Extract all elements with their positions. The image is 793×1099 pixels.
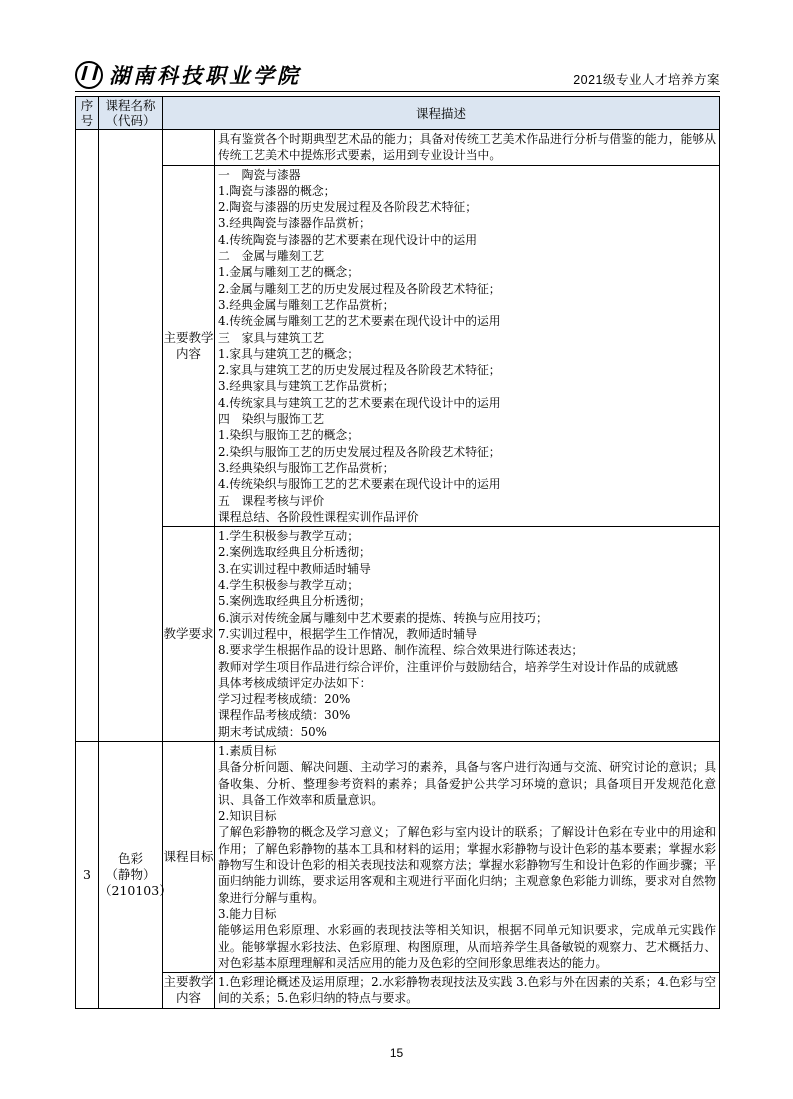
list-item: 课程作品考核成绩：30%	[218, 708, 351, 723]
school-name: 湖南科技职业学院	[109, 63, 301, 88]
list-item: 1.家具与建筑工艺的概念；	[218, 346, 360, 361]
list-item: 学习过程考核成绩：20%	[218, 692, 351, 707]
list-item: 四 染织与服饰工艺	[218, 412, 325, 427]
list-item: 5.案例选取经典且分析透彻；	[218, 594, 371, 609]
goal-heading-ability: 3.能力目标	[218, 906, 277, 921]
header-course-description: 课程描述	[163, 97, 720, 130]
list-item: 3.经典染织与服饰工艺作品赏析；	[218, 460, 395, 475]
cont-intro-cell	[215, 130, 720, 166]
table-row	[76, 973, 720, 1009]
page-number: 15	[389, 1046, 404, 1060]
list-item: 2.染织与服饰工艺的历史发展过程及各阶段艺术特征；	[218, 444, 501, 459]
list-item: 3.经典金属与雕刻工艺作品赏析；	[218, 297, 395, 312]
goal-text-ability: 能够运用色彩原理、水彩画的表现技法等相关知识，根据不同单元知识要求，完成单元实践作业。能够掌握水彩技法、色彩原理、构图原理，从而培养学生具备敏锐的观察力、艺术概括力、对色彩基本原理理解和灵活应用的能力及色彩的空间形象思维表达的能力。	[218, 923, 716, 970]
list-item: 一 陶瓷与漆器	[218, 167, 301, 182]
list-item: 4.学生积极参与教学互动；	[218, 578, 360, 593]
list-item: 2.案例选取经典且分析透彻；	[218, 545, 371, 560]
list-item: 课程总结、各阶段性课程实训作品评价	[218, 509, 419, 524]
course-content-text: 1.色彩理论概述及运用原理；2.水彩静物表现技法及实践 3.色彩与外在因素的关系；4.色彩与空间的关系；5.色彩归纳的特点与要求。	[218, 975, 716, 1006]
table-row	[76, 165, 720, 527]
course-name-cell	[99, 741, 172, 1008]
course-name-line2: （静物）	[105, 866, 156, 882]
cont-content-label-line2: 内容	[175, 345, 201, 361]
course-code: （210103）	[99, 882, 172, 898]
list-item: 1.染织与服饰工艺的概念；	[218, 428, 360, 443]
list-item: 3.经典陶瓷与漆器作品赏析；	[218, 216, 371, 231]
list-item: 3.在实训过程中教师适时辅导	[218, 561, 371, 576]
cont-req-cell	[215, 527, 720, 742]
course-content-label	[163, 973, 215, 1009]
table-row	[76, 741, 720, 972]
list-item: 教师对学生项目作品进行综合评价，注重评价与鼓励结合，培养学生对设计作品的成就感	[218, 659, 679, 674]
course-name-line1: 色彩	[117, 850, 143, 866]
list-item: 五 课程考核与评价	[218, 493, 325, 508]
list-item: 二 金属与雕刻工艺	[218, 249, 325, 264]
school-emblem-icon	[75, 61, 103, 89]
header-no-line1: 序	[80, 98, 94, 113]
list-item: 4.传统家具与建筑工艺的艺术要素在现代设计中的运用	[218, 395, 501, 410]
goal-text-knowledge: 了解色彩静物的概念及学习意义；了解色彩与室内设计的联系；了解设计色彩在专业中的用途和作用；了解色彩静物的基本工具和材料的运用；掌握水彩静物与设计色彩的基本要素；掌握水彩静物写生和设计色彩的相关表现技法和观察方法；掌握水彩静物写生和设计色彩的作画步骤；平面归纳能力训练，要求运用客观和主观进行平面化归纳；主观意象色彩能力训练，要求对自然物象进行分解与重构。	[218, 825, 716, 905]
list-item: 具体考核成绩评定办法如下：	[218, 675, 372, 690]
goal-heading-knowledge: 2.知识目标	[218, 809, 277, 824]
cont-intro-text: 具有鉴赏各个时期典型艺术品的能力；具备对传统工艺美术作品进行分析与借鉴的能力，能够从传统工艺美术中提炼形式要素，运用到专业设计当中。	[218, 132, 716, 163]
table-header-row	[76, 97, 720, 130]
page-header	[75, 60, 720, 90]
course-content-cell	[215, 973, 720, 1009]
list-item: 1.学生积极参与教学互动；	[218, 529, 360, 544]
header-name-line1: 课程名称	[105, 98, 156, 113]
list-item: 2.家具与建筑工艺的历史发展过程及各阶段艺术特征；	[218, 363, 501, 378]
list-item: 期末考试成绩：50%	[218, 724, 327, 739]
table-row	[76, 527, 720, 742]
list-item: 7.实训过程中，根据学生工作情况，教师适时辅导	[218, 626, 477, 641]
cont-empty-label	[163, 130, 215, 166]
school-logo	[75, 60, 301, 90]
course-table	[75, 96, 720, 1009]
table-row	[76, 130, 720, 166]
list-item: 4.传统陶瓷与漆器的艺术要素在现代设计中的运用	[218, 232, 477, 247]
list-item: 6.演示对传统金属与雕刻中艺术要素的提炼、转换与应用技巧；	[218, 610, 548, 625]
list-item: 8.要求学生根据作品的设计思路、制作流程、综合效果进行陈述表达；	[218, 643, 584, 658]
list-item: 2.陶瓷与漆器的历史发展过程及各阶段艺术特征；	[218, 200, 477, 215]
list-item: 4.传统染织与服饰工艺的艺术要素在现代设计中的运用	[218, 477, 501, 492]
header-no	[76, 97, 99, 130]
header-course-name	[99, 97, 163, 130]
goal-text-quality: 具备分析问题、解决问题、主动学习的素养，具备与客户进行沟通与交流、研究讨论的意识；具备收集、分析、整理参考资料的素养；具备爱护公共学习环境的意识；具备项目开发规范化意识、具备工作效率和质量意识。	[218, 760, 716, 807]
course-content-label-line1: 主要教学	[163, 974, 214, 990]
course-content-label-line2: 内容	[175, 990, 201, 1006]
list-item: 1.陶瓷与漆器的概念；	[218, 183, 336, 198]
cont-req-label: 教学要求	[163, 527, 215, 742]
list-item: 3.经典家具与建筑工艺作品赏析；	[218, 379, 395, 394]
header-rule	[75, 91, 720, 92]
cont-no-cell	[76, 130, 99, 742]
header-name-line2: （代码）	[105, 113, 156, 128]
list-item: 1.金属与雕刻工艺的概念；	[218, 265, 360, 280]
cont-content-label-line1: 主要教学	[163, 329, 214, 345]
list-item: 2.金属与雕刻工艺的历史发展过程及各阶段艺术特征；	[218, 281, 501, 296]
cont-content-cell	[215, 165, 720, 527]
list-item: 4.传统金属与雕刻工艺的艺术要素在现代设计中的运用	[218, 314, 501, 329]
cont-name-cell	[99, 130, 163, 742]
goal-cell	[215, 741, 720, 972]
cont-content-label	[163, 165, 215, 527]
goal-label: 课程目标	[163, 741, 215, 972]
goal-heading-quality: 1.素质目标	[218, 743, 277, 758]
document-title: 2021级专业人才培养方案	[573, 73, 720, 87]
course-no: 3	[76, 741, 99, 1008]
list-item: 三 家具与建筑工艺	[218, 330, 325, 345]
header-no-line2: 号	[80, 113, 94, 128]
